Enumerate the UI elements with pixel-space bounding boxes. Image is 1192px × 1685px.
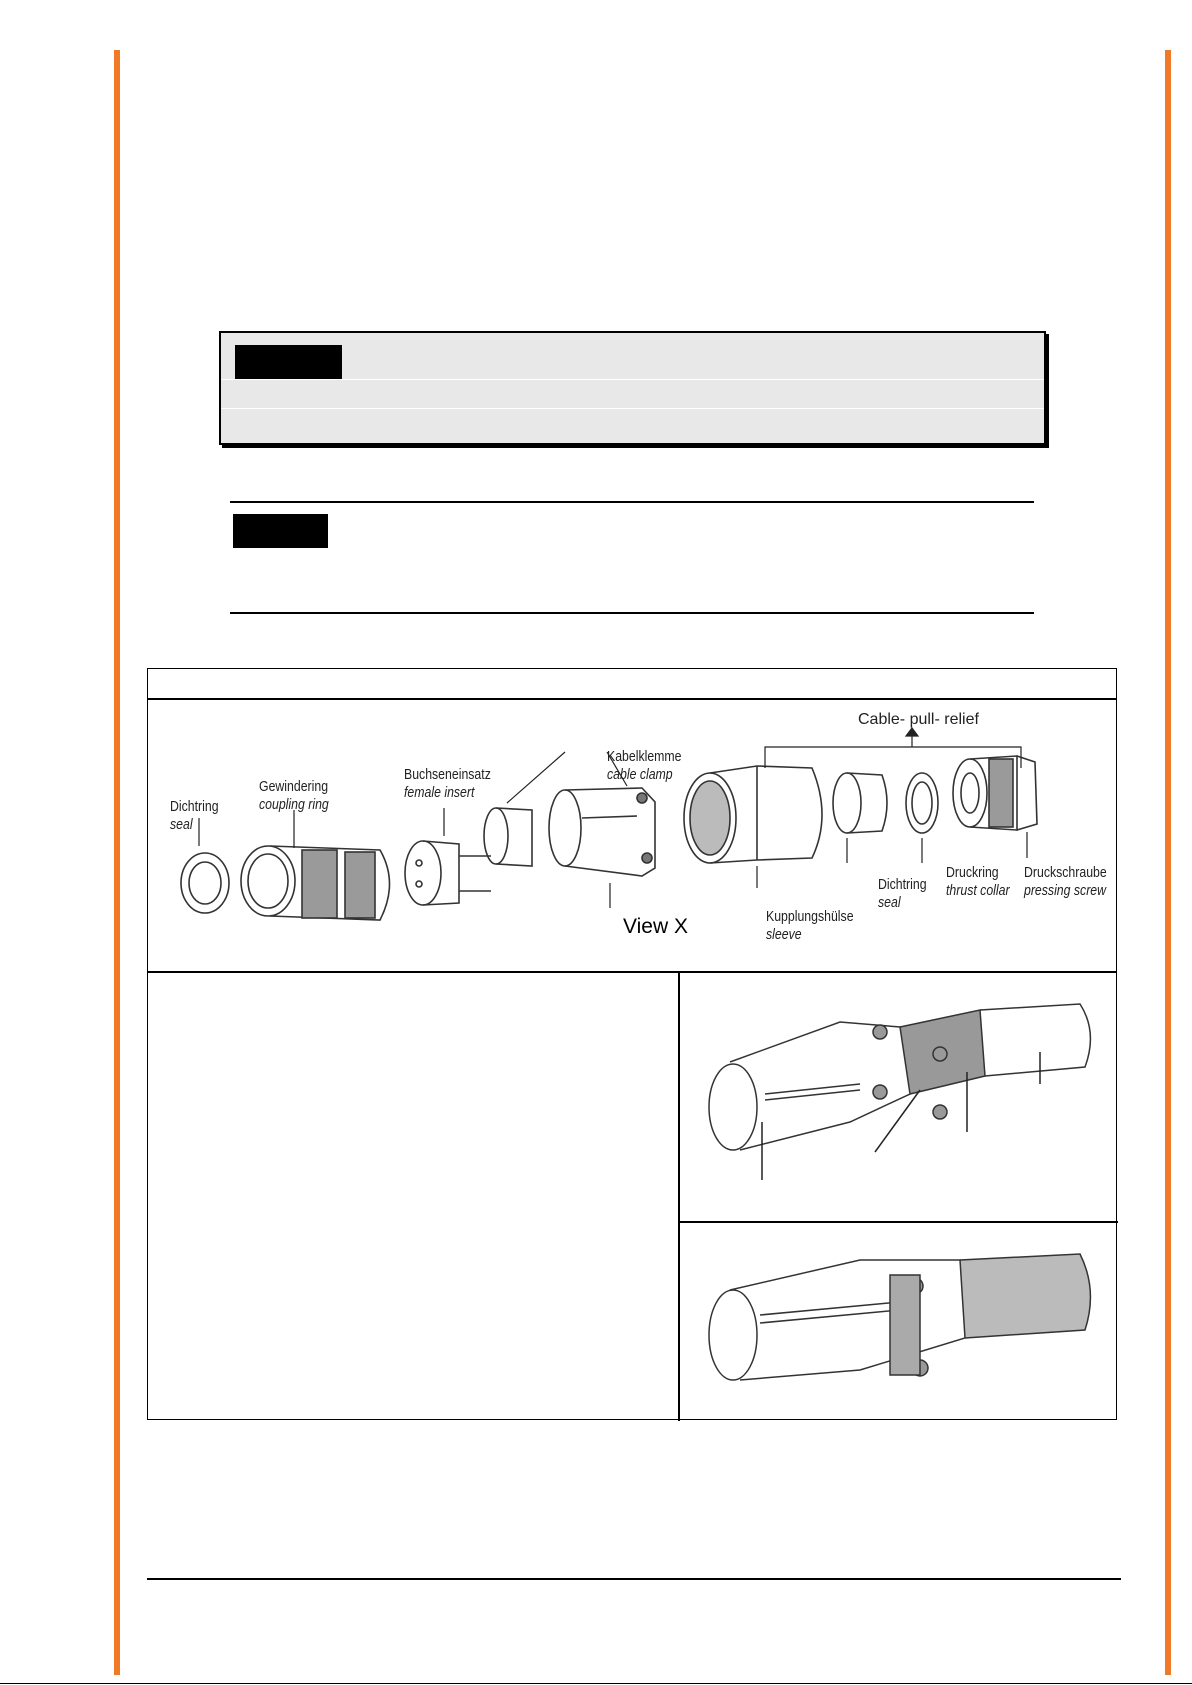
- assembled-clamp-diagram: [680, 1230, 1116, 1416]
- sleeve-part: [684, 766, 822, 863]
- part-label-coupling-ring: Gewindering coupling ring: [259, 778, 329, 813]
- bottom-rule: [0, 1683, 1192, 1684]
- seal-part: [833, 773, 887, 833]
- part-label-cable-clamp: Kabelklemme cable clamp: [607, 748, 682, 783]
- view-x-detail-diagram: [680, 972, 1116, 1218]
- part-label-thrust-collar: Druckring thrust collar: [946, 864, 1010, 899]
- warning-box: [219, 331, 1046, 445]
- female-insert-part: [405, 841, 491, 905]
- part-label-seal-1: Dichtring seal: [170, 798, 219, 833]
- part-label-sleeve: Kupplungshülse sleeve: [766, 908, 854, 943]
- warning-badge: [235, 345, 342, 379]
- note-bottom-rule: [230, 612, 1034, 614]
- pressing-screw-part: [953, 756, 1037, 830]
- part-label-seal-2: Dichtring seal: [878, 876, 927, 911]
- warning-divider: [221, 408, 1044, 409]
- part-label-female-insert: Buchseneinsatz female insert: [404, 766, 491, 801]
- view-x-label: View X: [623, 915, 688, 938]
- cable-pull-relief-label: Cable- pull- relief: [858, 711, 979, 728]
- left-accent-bar: [114, 50, 120, 1675]
- seal-ring-part: [181, 853, 229, 913]
- figure-right-rule: [678, 1221, 1118, 1223]
- thrust-collar-part: [906, 773, 938, 833]
- clamp-half-part: [484, 808, 532, 866]
- part-label-pressing-screw: Druckschraube pressing screw: [1024, 864, 1107, 899]
- coupling-ring-part: [241, 846, 390, 920]
- warning-divider: [221, 379, 1044, 380]
- footer-rule: [147, 1578, 1121, 1580]
- note-top-rule: [230, 501, 1034, 503]
- cable-clamp-part: [549, 788, 655, 876]
- note-badge: [233, 514, 328, 548]
- right-accent-bar: [1165, 50, 1171, 1675]
